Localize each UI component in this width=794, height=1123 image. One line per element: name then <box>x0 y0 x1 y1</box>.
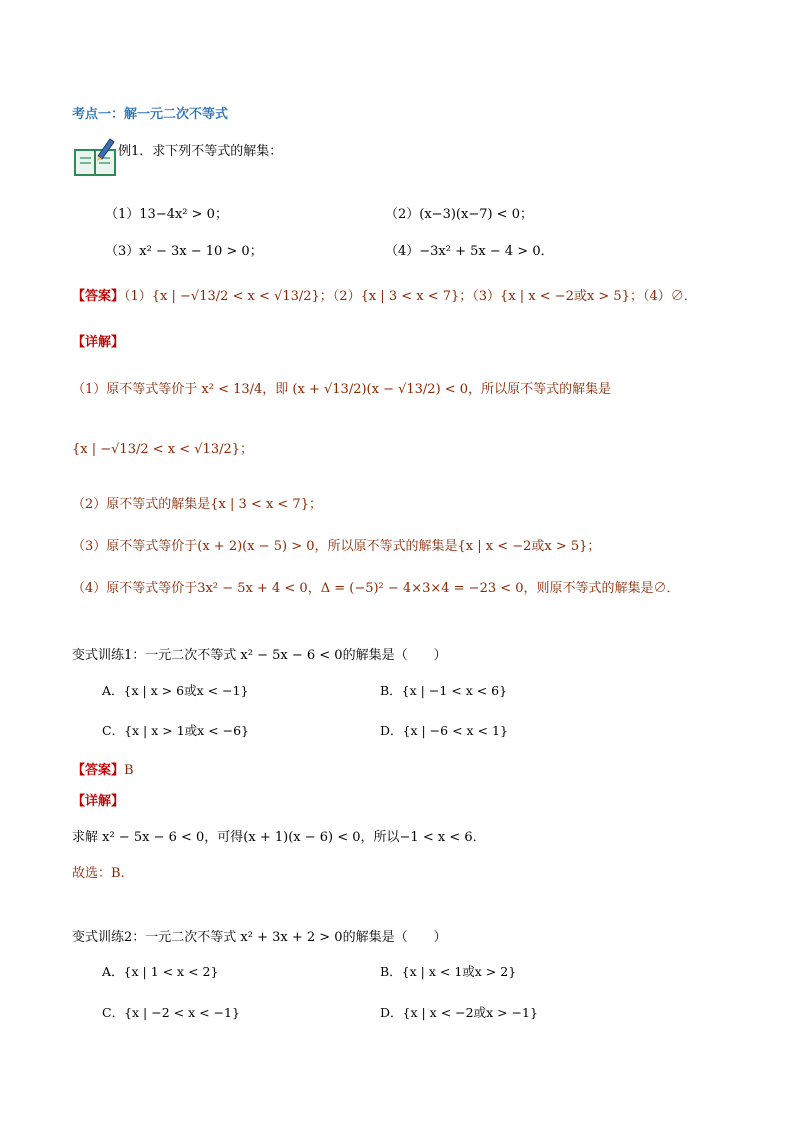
practice2-option-b: B．{x | x < 1或x > 2} <box>380 964 517 979</box>
detail-line-2: {x | −√13/2 < x < √13/2}； <box>72 442 254 457</box>
detail-line-3: （2）原不等式的解集是{x | 3 < x < 7}； <box>72 497 322 512</box>
example-title: 例1．求下列不等式的解集： <box>118 144 283 159</box>
practice1-option-c: C．{x | x > 1或x < −6} <box>102 723 249 738</box>
practice1-title: 变式训练1：一元二次不等式 x² − 5x − 6 < 0的解集是（ ） <box>72 648 447 663</box>
example-item-4: （4）−3x² + 5x − 4 > 0． <box>385 244 554 259</box>
answer-tag: 【答案】 <box>72 289 125 304</box>
book-pencil-icon <box>72 136 118 178</box>
detail-tag: 【详解】 <box>72 335 125 350</box>
example-item-2: （2）(x−3)(x−7) < 0； <box>385 207 533 222</box>
practice1-option-a: A．{x | x > 6或x < −1} <box>102 683 249 698</box>
practice1-answer-tag: 【答案】 <box>72 763 125 778</box>
example-item-1: （1）13−4x² > 0； <box>105 207 228 222</box>
practice1-detail-line-2: 故选：B. <box>72 866 125 881</box>
practice2-option-c: C．{x | −2 < x < −1} <box>102 1005 240 1020</box>
answer-text: （1）{x | −√13/2 < x < √13/2}；（2）{x | 3 < x < 7}；（3）{x | x < −2或x > 5}；（4）∅． <box>124 289 697 304</box>
example-item-3: （3）x² − 3x − 10 > 0； <box>105 244 263 259</box>
practice2-title: 变式训练2：一元二次不等式 x² + 3x + 2 > 0的解集是（ ） <box>72 930 447 945</box>
practice2-option-d: D．{x | x < −2或x > −1} <box>380 1005 538 1020</box>
section-title: 考点一：解一元二次不等式 <box>72 107 229 122</box>
practice2-option-a: A．{x | 1 < x < 2} <box>102 964 219 979</box>
detail-line-4: （3）原不等式等价于(x + 2)(x − 5) > 0，所以原不等式的解集是{x | x < −2或x > 5}； <box>72 539 601 554</box>
practice1-detail-tag: 【详解】 <box>72 794 125 809</box>
detail-line-1: （1）原不等式等价于 x² < 13/4，即 (x + √13/2)(x − √13/2) < 0，所以原不等式的解集是 <box>72 382 612 397</box>
practice1-option-d: D．{x | −6 < x < 1} <box>380 723 508 738</box>
practice1-option-b: B．{x | −1 < x < 6} <box>380 683 508 698</box>
detail-line-5: （4）原不等式等价于3x² − 5x + 4 < 0，Δ = (−5)² − 4×3×4 = −23 < 0，则原不等式的解集是∅． <box>72 581 680 596</box>
practice1-answer-text: B <box>124 763 134 778</box>
practice1-detail-line-1: 求解 x² − 5x − 6 < 0，可得(x + 1)(x − 6) < 0，所以−1 < x < 6． <box>72 830 486 845</box>
